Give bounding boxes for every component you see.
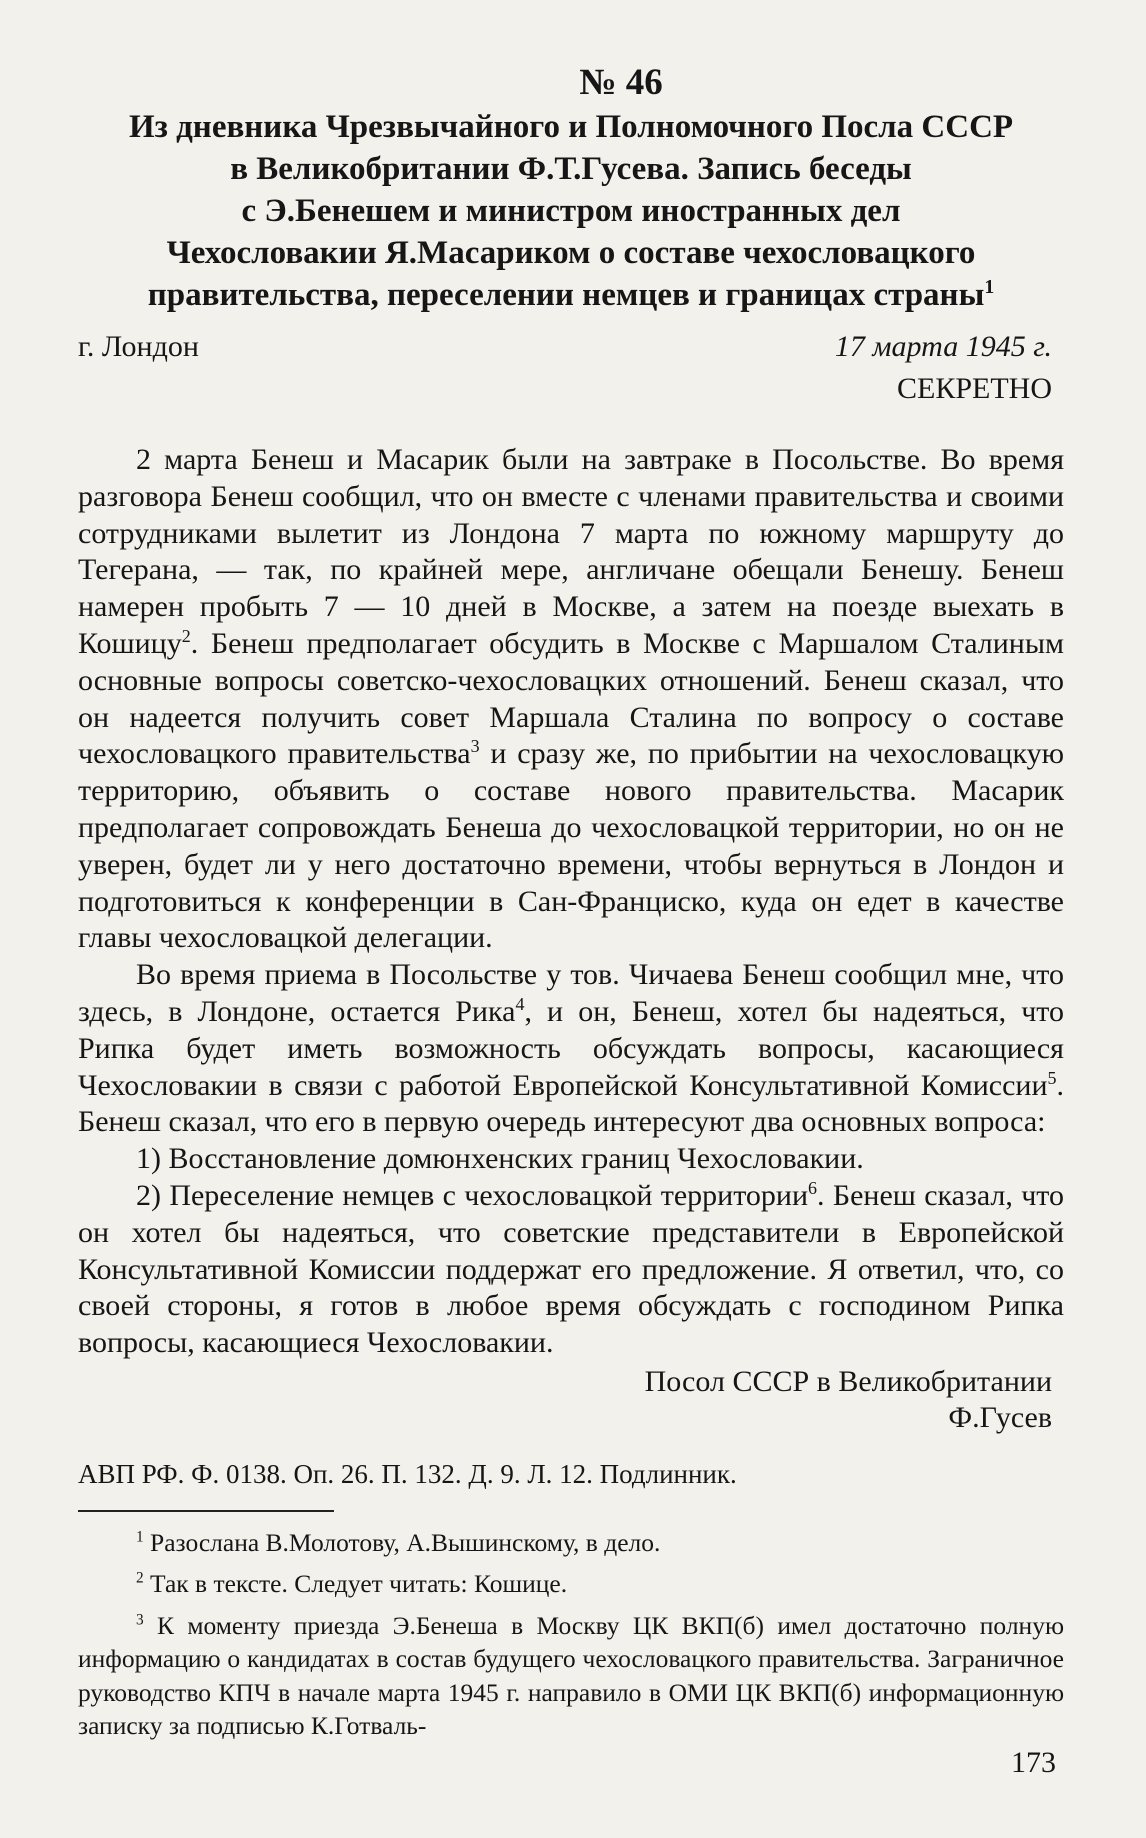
- text-run: и сразу же, по прибытии на чехословацкую территорию, объявить о составе нового правительства. Масарик предполагает сопровождать Бенеша до чехословацкой территории, но он не уверен, будет ли у него достаточно времени, чтобы вернуться в Лондон и подготовиться к конференции в Сан-Франциско, куда он едет в качестве главы чехословацкой делегации.: [78, 737, 1065, 955]
- page-content: [78, 60, 1064, 1743]
- list-item: [78, 1178, 1064, 1362]
- footnote: [78, 1526, 1064, 1560]
- place-date-row: [78, 326, 1064, 368]
- text-run: 2 марта Бенеш и Масарик были на завтраке в Посольстве. Во время разговора Бенеш сообщил, что он вместе с членами правительства и своими сотрудниками вылетит из Лондона 7 марта по южному маршруту до Тегерана, — так, по крайней мере, англичане обещали Бенешу. Бенеш намерен пробыть 7 — 10 дней в Москве, а затем на поезде выехать в Кошицу: [78, 443, 1064, 660]
- signature-block: [78, 1364, 1064, 1436]
- text-run: 2) Переселение немцев с чехословацкой территории: [136, 1178, 809, 1212]
- footnote: [78, 1609, 1064, 1743]
- text-run: , и он, Бенеш, хотел бы надеяться, что Рипка будет иметь возможность обсуждать вопросы, касающиеся Чехословакии в связи с работой Европейской Консультативной Комиссии: [78, 994, 1065, 1102]
- footnote-number: 3: [136, 1611, 144, 1629]
- date: 17 марта 1945 г.: [834, 330, 1052, 363]
- footnote-divider: [78, 1510, 334, 1512]
- title-line-text: правительства, переселении немцев и границах страны: [147, 277, 985, 313]
- title-line: в Великобритании Ф.Т.Гусева. Запись беседы: [230, 151, 912, 187]
- footnote: [78, 1567, 1064, 1601]
- page-number: 173: [1011, 1746, 1056, 1779]
- text-run: . Бенеш предполагает обсудить в Москве с Маршалом Сталиным основные вопросы советско-чехословацких отношений. Бенеш сказал, что он надеется получить совет Маршала Сталина по вопросу о составе чехословацкого правительства: [78, 626, 1064, 771]
- footnote-text: Так в тексте. Следует читать: Кошице.: [143, 1569, 568, 1599]
- text-run: . Бенеш сказал, что он хотел бы надеяться, что советские представители в Европейской Консультативной Комиссии поддержат его предложение. Я ответил, что, со своей стороны, я готов в любое время обсуждать с господином Рипка вопросы, касающиеся Чехословакии.: [78, 1178, 1064, 1360]
- title-line: [78, 274, 1064, 316]
- paragraph: [78, 442, 1064, 957]
- footnote-number: 2: [136, 1569, 144, 1587]
- archive-reference: АВП РФ. Ф. 0138. Оп. 26. П. 132. Д. 9. Л. 12. Подлинник.: [78, 1458, 737, 1489]
- title-line: Чехословакии Я.Масариком о составе чехословацкого: [166, 235, 976, 271]
- footnote-ref: 1: [984, 276, 995, 298]
- title-line: Из дневника Чрезвычайного и Полномочного Посла СССР: [128, 109, 1014, 145]
- footnote-number: 1: [136, 1528, 144, 1546]
- footnote-ref: 4: [515, 993, 525, 1014]
- place: г. Лондон: [78, 330, 199, 363]
- footnote-ref: 6: [808, 1177, 818, 1198]
- footnote-ref: 3: [470, 736, 480, 757]
- document-title: [78, 106, 1064, 316]
- footnote-text: Разослана В.Молотову, А.Вышинскому, в дело.: [143, 1527, 661, 1557]
- footnote-ref: 2: [181, 625, 191, 646]
- document-number: № 46: [579, 62, 663, 103]
- main-text: [78, 442, 1064, 1362]
- classification-mark: СЕКРЕТНО: [896, 372, 1052, 405]
- text-run: Во время приема в Посольстве у тов. Чичаева Бенеш сообщил мне, что здесь, в Лондоне, остается Рика: [78, 958, 1064, 1028]
- footnote-text: К моменту приезда Э.Бенеша в Москву ЦК ВКП(б) имел достаточно полную информацию о кандидатах в состав будущего чехословацкого правительства. Заграничное руководство КПЧ в начале марта 1945 г. направило в ОМИ ЦК ВКП(б) информационную записку за подписью К.Готваль-: [78, 1610, 1064, 1741]
- paragraph: [78, 957, 1064, 1141]
- title-line: с Э.Бенешем и министром иностранных дел: [241, 193, 901, 229]
- footnote-ref: 5: [1047, 1067, 1057, 1088]
- signatory-position: Посол СССР в Великобритании: [644, 1364, 1052, 1398]
- footnotes: [78, 1526, 1064, 1743]
- list-item: 1) Восстановление домюнхенских границ Чехословакии.: [136, 1142, 864, 1176]
- text-run: . Бенеш сказал, что его в первую очередь интересуют два основных вопроса:: [78, 1068, 1064, 1139]
- signatory-name: Ф.Гусев: [948, 1400, 1052, 1434]
